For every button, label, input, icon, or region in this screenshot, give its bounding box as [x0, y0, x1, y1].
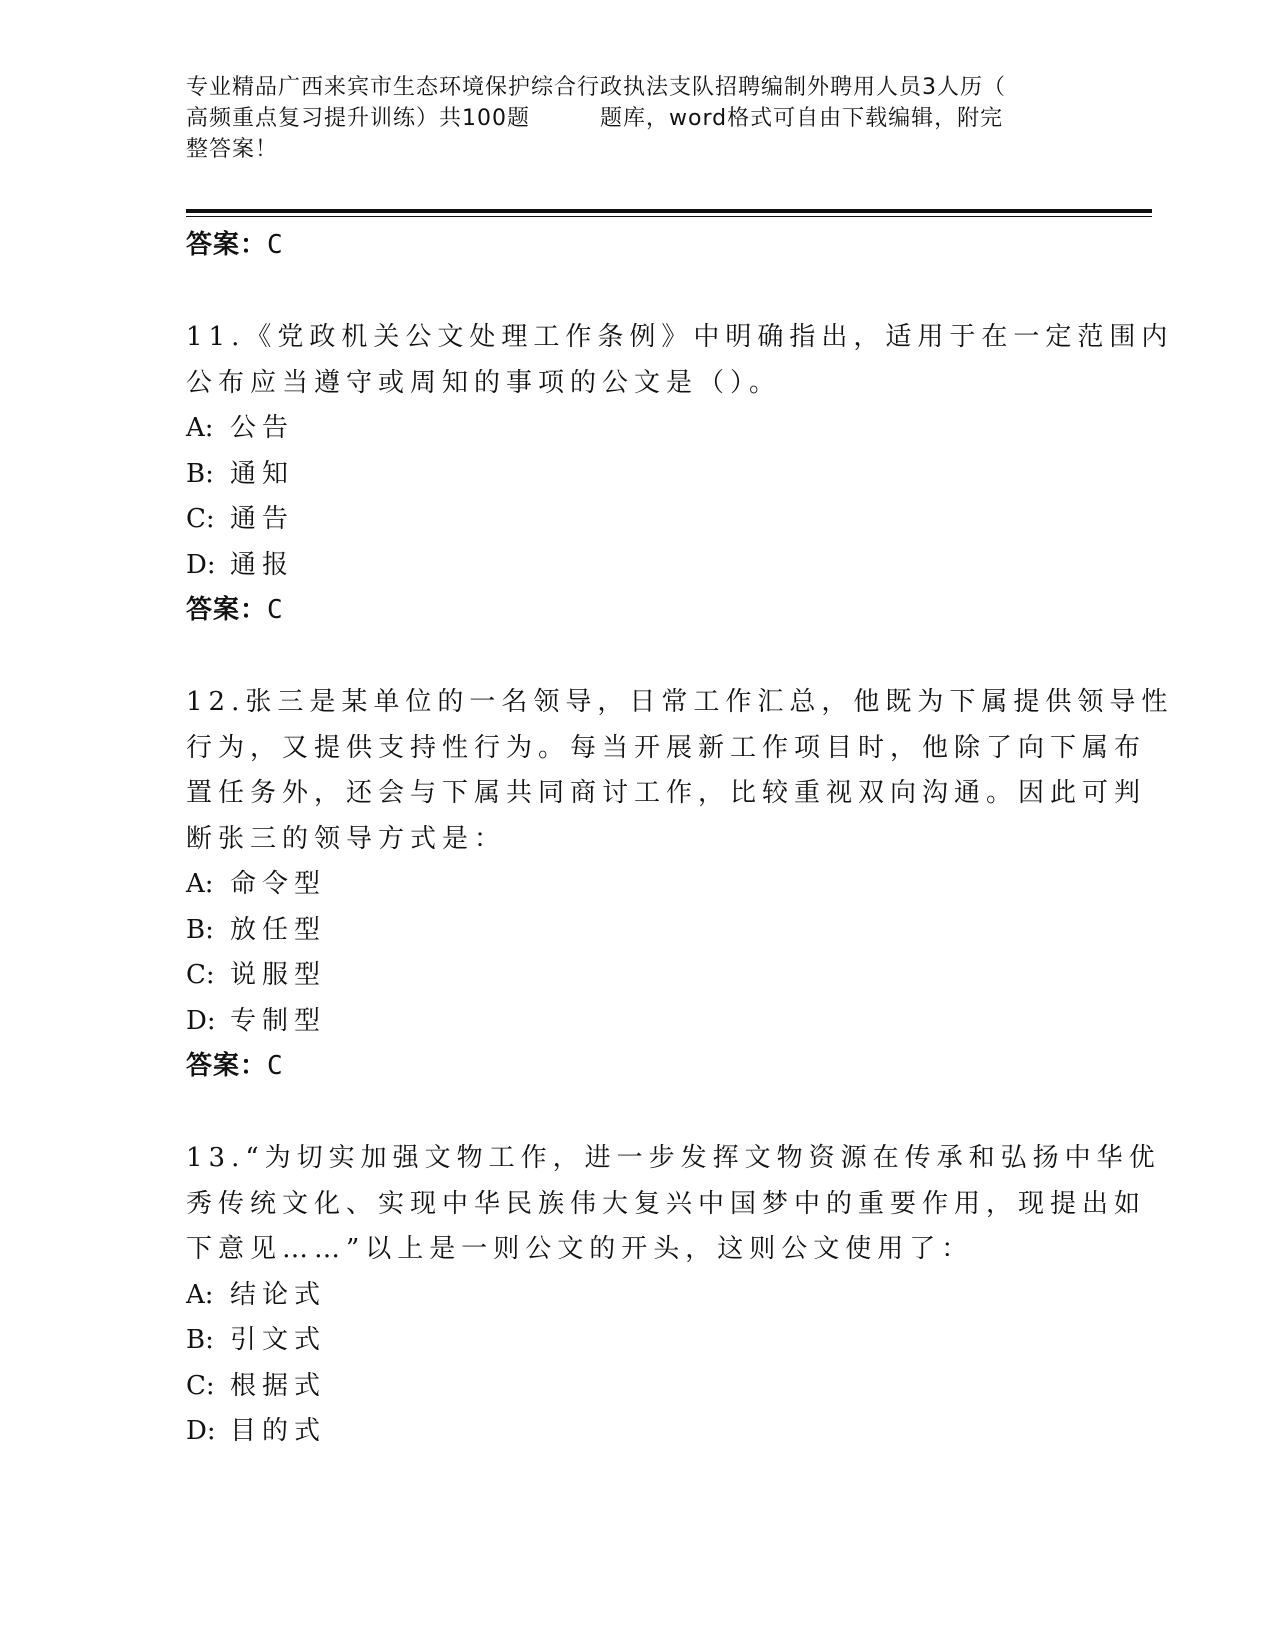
- answer-value: C: [267, 230, 284, 260]
- option-letter: C:: [186, 1370, 215, 1401]
- option-letter: B:: [186, 1325, 214, 1355]
- question-stem: [186, 1136, 1161, 1273]
- question-12: [186, 680, 1174, 1089]
- stem-line: 公布应当遵守或周知的事项的公文是（）。: [186, 367, 782, 398]
- option-b: [186, 908, 1086, 954]
- option-d: [186, 543, 1086, 589]
- question-answer: [186, 588, 1086, 633]
- question-13: [186, 1136, 1161, 1455]
- option-text: 通报: [230, 549, 295, 580]
- option-a: [186, 862, 1086, 908]
- question-list: [186, 223, 1174, 1455]
- stem-line: 12.张三是某单位的一名领导，日常工作汇总，他既为下属提供领导性: [186, 687, 1174, 717]
- option-text: 引文式: [230, 1325, 327, 1355]
- question-stem: [186, 680, 1174, 862]
- option-letter: C:: [186, 504, 215, 534]
- option-text: 结论式: [230, 1279, 327, 1310]
- header-line-2a: 高频重点复习提升训练）共100题: [186, 106, 530, 131]
- option-c: [186, 953, 1086, 999]
- option-letter: D:: [186, 1416, 216, 1446]
- stem-line: 置任务外，还会与下属共同商讨工作，比较重视双向沟通。因此可判: [186, 778, 1147, 808]
- question-11: [186, 315, 1174, 633]
- stem-line: 断张三的领导方式是：: [186, 823, 507, 854]
- option-text: 目的式: [230, 1416, 327, 1446]
- answer-label: 答案：: [186, 1051, 268, 1081]
- header-divider-thick: [186, 209, 1152, 213]
- option-letter: D:: [186, 1005, 216, 1036]
- option-letter: A:: [186, 413, 214, 443]
- option-c: [186, 1364, 1086, 1410]
- answer-value: C: [267, 1051, 284, 1081]
- option-b: [186, 452, 1086, 498]
- option-text: 通知: [230, 458, 295, 489]
- option-letter: B:: [186, 458, 214, 489]
- header-line-2: [186, 103, 1076, 134]
- option-text: 通告: [230, 504, 295, 534]
- stem-line: 秀传统文化、实现中华民族伟大复兴中国梦中的重要作用，现提出如: [186, 1188, 1147, 1219]
- option-text: 命令型: [230, 869, 327, 899]
- header-line-2b: 题库，word格式可自由下载编辑，附完: [600, 106, 1004, 131]
- option-a: [186, 1273, 1086, 1319]
- option-d: [186, 1409, 1086, 1455]
- stem-line: 行为，又提供支持性行为。每当开展新工作项目时，他除了向下属布: [186, 732, 1147, 763]
- question-stem: [186, 315, 1174, 406]
- option-d: [186, 999, 1086, 1045]
- option-text: 根据式: [230, 1370, 327, 1401]
- option-letter: A:: [186, 869, 214, 899]
- option-letter: D:: [186, 549, 216, 580]
- option-letter: B:: [186, 914, 214, 945]
- stem-line: 13.“为切实加强文物工作，进一步发挥文物资源在传承和弘扬中华优: [186, 1143, 1161, 1173]
- answer-label: 答案：: [186, 595, 268, 625]
- question-answer: [186, 1044, 1086, 1089]
- option-a: [186, 406, 1086, 452]
- stem-line: 下意见……”以上是一则公文的开头，这则公文使用了：: [186, 1234, 974, 1264]
- option-letter: C:: [186, 960, 215, 990]
- stem-line: 11.《党政机关公文处理工作条例》中明确指出，适用于在一定范围内: [186, 322, 1174, 352]
- option-text: 专制型: [230, 1005, 327, 1036]
- document-header: [186, 72, 1076, 165]
- answer-value: C: [267, 595, 284, 625]
- option-c: [186, 497, 1086, 543]
- header-line-3: 整答案！: [186, 137, 279, 162]
- option-text: 公告: [230, 413, 295, 443]
- answer-label: 答案：: [186, 230, 268, 260]
- option-letter: A:: [186, 1279, 214, 1310]
- option-text: 放任型: [230, 914, 327, 945]
- header-line-1: 专业精品广西来宾市生态环境保护综合行政执法支队招聘编制外聘用人员3人历（: [186, 75, 1006, 100]
- previous-answer: [186, 223, 1086, 268]
- header-divider-thin: [186, 216, 1152, 217]
- option-b: [186, 1318, 1086, 1364]
- option-text: 说服型: [230, 960, 327, 990]
